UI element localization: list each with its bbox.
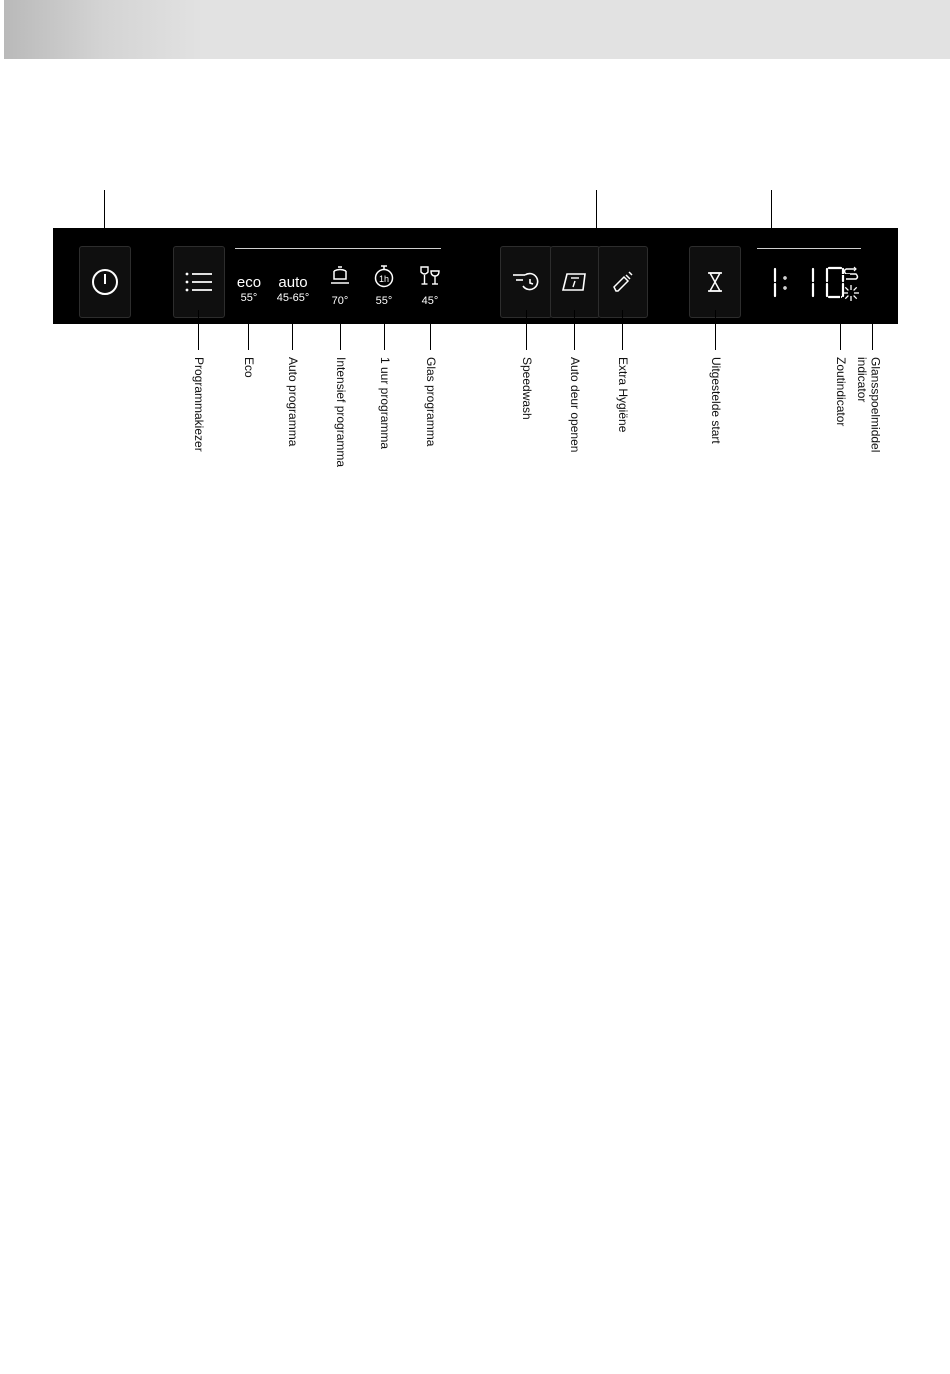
rinse-aid-icon: [842, 284, 860, 302]
hygiene-spray-icon: [610, 269, 636, 295]
control-panel: [53, 228, 898, 324]
label-eco: Eco: [241, 357, 256, 378]
glasses-icon: [419, 265, 441, 287]
program-intensive[interactable]: [332, 293, 349, 307]
program-selector-button[interactable]: [173, 246, 225, 318]
delayed-start-button[interactable]: [689, 246, 741, 318]
program-eco[interactable]: [237, 275, 261, 304]
callout-line-programmakiezer: [198, 310, 199, 350]
speedwash-button[interactable]: [500, 246, 552, 318]
auto-door-icon: [561, 270, 589, 294]
program-eco-name: eco: [236, 274, 262, 291]
label-autodeur: Auto deur openen: [567, 357, 582, 453]
program-intensive-temp: 70°: [331, 295, 349, 307]
callout-line-glansspoel: [872, 292, 873, 350]
program-group-line: [235, 248, 441, 249]
callout-line-uitgestelde: [715, 310, 716, 350]
speedwash-icon: [511, 270, 541, 294]
program-1h[interactable]: [376, 293, 393, 307]
program-auto-name: auto: [278, 274, 308, 291]
label-hygiene: Extra Hygiëne: [615, 357, 630, 433]
auto-door-button[interactable]: [550, 246, 600, 318]
hourglass-icon: [706, 271, 724, 293]
label-speedwash: Speedwash: [519, 357, 534, 420]
callout-line-uur: [384, 310, 385, 350]
label-uur: 1 uur programma: [377, 357, 392, 450]
callout-line-autodeur: [574, 310, 575, 350]
label-intensief: Intensief programma: [333, 357, 348, 468]
power-button[interactable]: [79, 246, 131, 318]
label-auto: Auto programma: [285, 357, 300, 447]
label-glas: Glas programma: [423, 357, 438, 447]
program-glass[interactable]: [422, 293, 439, 307]
label-glansspoel: [854, 357, 882, 452]
label-zout: Zoutindicator: [833, 357, 848, 427]
callout-line-intensief: [340, 310, 341, 350]
callout-line-zout: [840, 292, 841, 350]
program-1h-temp: 55°: [375, 295, 393, 307]
callout-line-eco: [248, 310, 249, 350]
menu-list-icon: [184, 270, 214, 294]
program-eco-temp: 55°: [240, 292, 258, 304]
program-auto[interactable]: [277, 275, 310, 304]
svg-text:1h: 1h: [378, 274, 390, 284]
callout-line-auto: [292, 310, 293, 350]
header-bar: [4, 0, 950, 59]
program-glass-temp: 45°: [421, 295, 439, 307]
callout-line-zout-h: [840, 274, 850, 275]
intensive-pot-icon: [329, 265, 351, 287]
callout-line-hygiene: [622, 310, 623, 350]
program-auto-temp: 45-65°: [276, 292, 310, 304]
callout-line-glas: [430, 310, 431, 350]
display-group-line: [757, 248, 861, 249]
label-glansspoel-line1: Glansspoelmiddel: [868, 357, 883, 453]
extra-hygiene-button[interactable]: [598, 246, 648, 318]
label-glansspoel-line2: indicator: [854, 357, 869, 403]
callout-line-speedwash: [526, 310, 527, 350]
power-icon: [90, 267, 120, 297]
callout-line-glansspoel-h: [864, 292, 872, 293]
label-programmakiezer: Programmakiezer: [191, 357, 206, 452]
label-uitgestelde: Uitgestelde start: [708, 357, 723, 444]
stopwatch-1h-icon: [373, 264, 395, 288]
